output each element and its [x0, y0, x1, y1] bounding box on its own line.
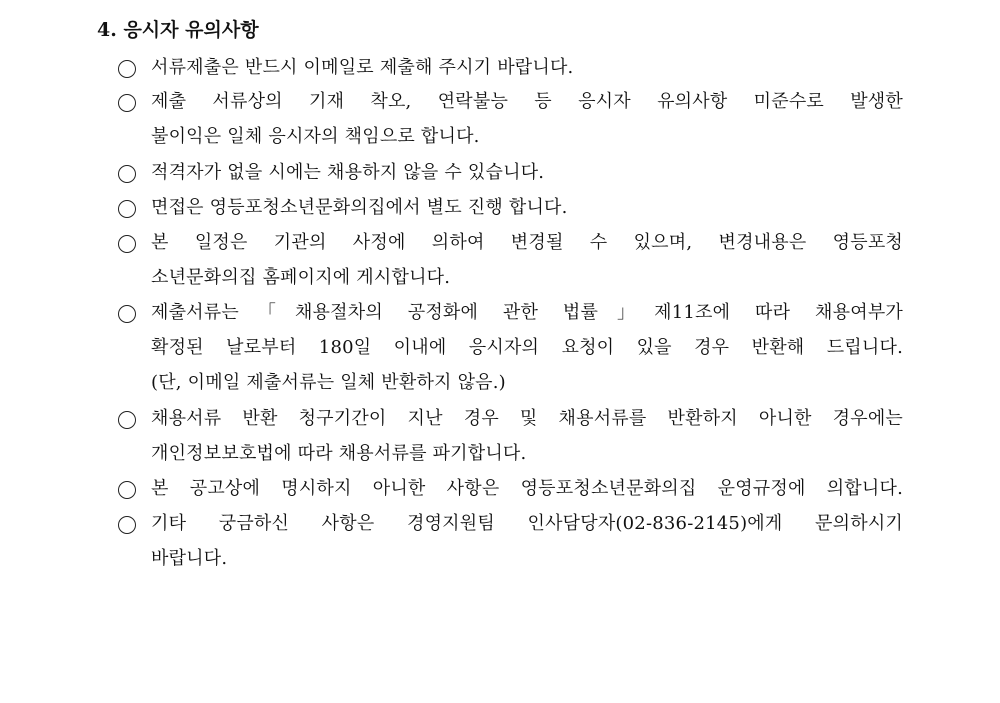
- notice-item-6-line-2: 확정된 날로부터 180일 이내에 응시자의 요청이 있을 경우 반환해 드립니다.: [151, 337, 903, 358]
- notice-item-2-line-1: 제출 서류상의 기재 착오, 연락불능 등 응시자 유의사항 미준수로 발생한: [151, 91, 903, 112]
- bullet-circle-icon: [118, 200, 136, 218]
- bullet-circle-icon: [118, 94, 136, 112]
- notice-item-7-line-1: 채용서류 반환 청구기간이 지난 경우 및 채용서류를 반환하지 아니한 경우에는: [151, 408, 903, 429]
- notice-item-5-line-1: 본 일정은 기관의 사정에 의하여 변경될 수 있으며, 변경내용은 영등포청: [151, 232, 903, 253]
- notice-item-6-line-1: 제출서류는「채용절차의 공정화에 관한 법률」제11조에 따라 채용여부가: [151, 302, 903, 323]
- notice-item-6-line-3: (단, 이메일 제출서류는 일체 반환하지 않음.): [151, 372, 506, 393]
- notice-item-1-line-1: 서류제출은 반드시 이메일로 제출해 주시기 바랍니다.: [151, 57, 574, 78]
- bullet-circle-icon: [118, 411, 136, 429]
- bullet-circle-icon: [118, 305, 136, 323]
- notice-item-4-line-1: 면접은 영등포청소년문화의집에서 별도 진행 합니다.: [151, 197, 568, 218]
- notice-item-7-line-2: 개인정보보호법에 따라 채용서류를 파기합니다.: [151, 443, 527, 464]
- section-title: 4. 응시자 유의사항: [97, 19, 259, 41]
- bullet-circle-icon: [118, 481, 136, 499]
- notice-item-9-line-1: 기타 궁금하신 사항은 경영지원팀 인사담당자(02-836-2145)에게 문의하시기: [151, 513, 903, 534]
- notice-item-2-line-2: 불이익은 일체 응시자의 책임으로 합니다.: [151, 126, 480, 147]
- notice-item-3-line-1: 적격자가 없을 시에는 채용하지 않을 수 있습니다.: [151, 162, 545, 183]
- notice-item-8-line-1: 본 공고상에 명시하지 아니한 사항은 영등포청소년문화의집 운영규정에 의합니다.: [151, 478, 903, 499]
- bullet-circle-icon: [118, 235, 136, 253]
- notice-item-9-line-2: 바랍니다.: [151, 548, 228, 569]
- bullet-circle-icon: [118, 60, 136, 78]
- notice-item-5-line-2: 소년문화의집 홈페이지에 게시합니다.: [151, 267, 451, 288]
- bullet-circle-icon: [118, 516, 136, 534]
- bullet-circle-icon: [118, 165, 136, 183]
